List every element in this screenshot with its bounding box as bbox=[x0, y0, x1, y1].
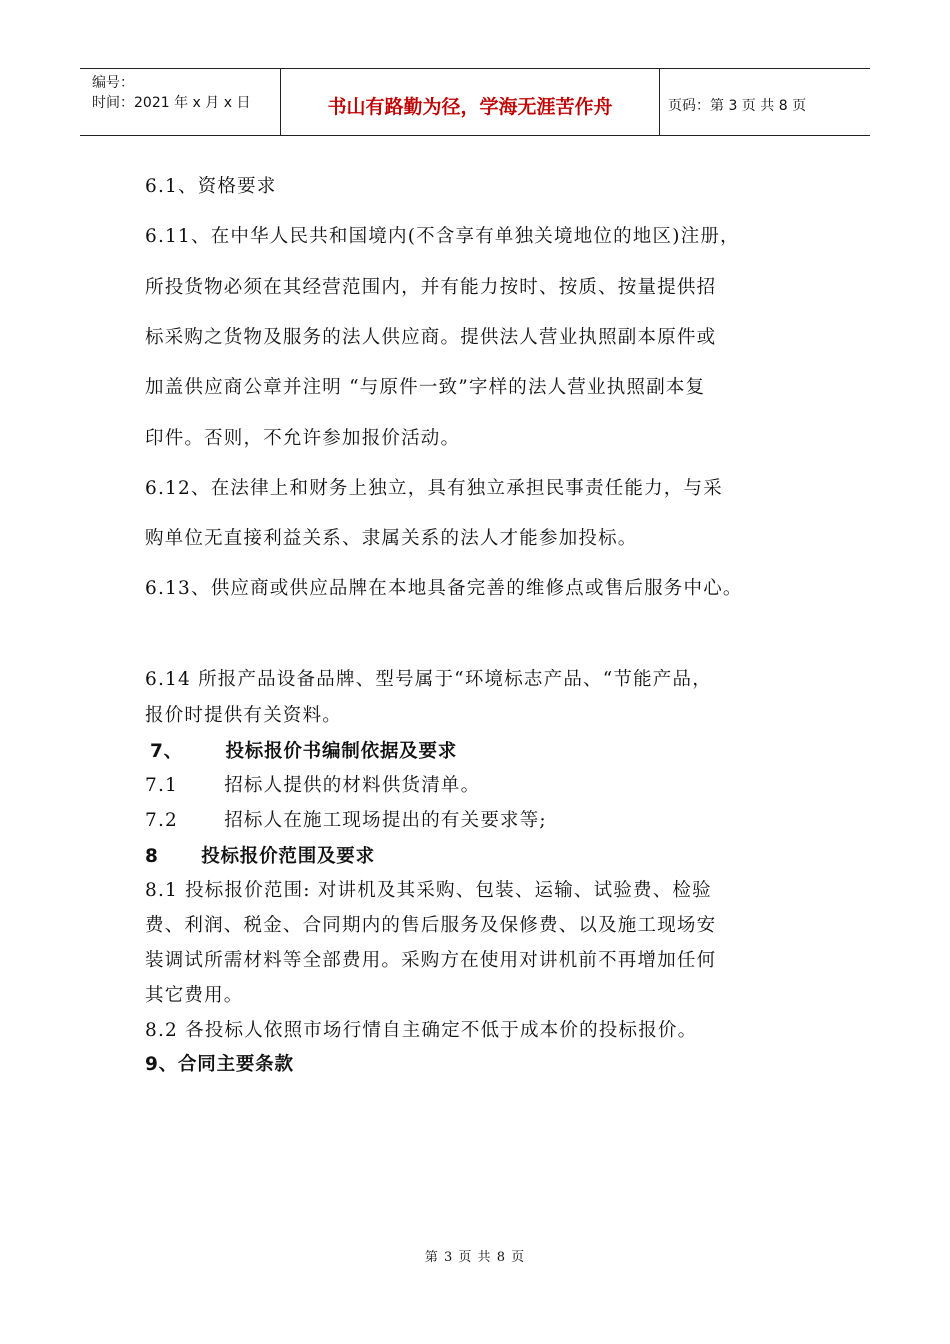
section-heading-7 bbox=[150, 737, 457, 763]
text-line: 报价时提供有关资料。 bbox=[145, 705, 343, 726]
text-line: 所投货物必须在其经营范围内，并有能力按时、按质、按量提供招 bbox=[145, 277, 717, 298]
header-meta-cell bbox=[80, 69, 281, 135]
subsection-text: 招标人在施工现场提出的有关要求等; bbox=[224, 810, 547, 831]
section-number: 8 bbox=[145, 846, 159, 867]
subsection-number: 7.2 bbox=[145, 810, 179, 831]
page-footer: 第 3 页 共 8 页 bbox=[424, 1250, 526, 1265]
text-line: 6.13、供应商或供应品牌在本地具备完善的维修点或售后服务中心。 bbox=[145, 578, 743, 599]
text-line: 装调试所需材料等全部费用。采购方在使用对讲机前不再增加任何 bbox=[145, 950, 717, 971]
text-line: 8.2 各投标人依照市场行情自主确定不低于成本价的投标报价。 bbox=[145, 1020, 698, 1041]
text-line: 购单位无直接利益关系、隶属关系的法人才能参加投标。 bbox=[145, 528, 638, 549]
text-line: 其它费用。 bbox=[145, 985, 244, 1006]
section-number: 7、 bbox=[150, 741, 183, 762]
text-line: 加盖供应商公章并注明 “与原件一致”字样的法人营业执照副本复 bbox=[145, 377, 706, 398]
subsection-7-2 bbox=[145, 806, 547, 832]
subsection-text: 招标人提供的材料供货清单。 bbox=[224, 775, 481, 796]
header-page-info: 页码：第 3 页 共 8 页 bbox=[668, 98, 807, 114]
text-line: 6.14 所报产品设备品牌、型号属于“环境标志产品、“节能产品， bbox=[145, 669, 712, 690]
text-line: 8.1 投标报价范围: 对讲机及其采购、包装、运输、试验费、检验 bbox=[145, 880, 712, 901]
text-line: 6.12、在法律上和财务上独立，具有独立承担民事责任能力，与采 bbox=[145, 478, 723, 499]
section-title: 投标报价范围及要求 bbox=[201, 846, 375, 867]
section-heading-8 bbox=[145, 842, 375, 868]
text-line: 费、利润、税金、合同期内的售后服务及保修费、以及施工现场安 bbox=[145, 915, 717, 936]
text-line: 标采购之货物及服务的法人供应商。提供法人营业执照副本原件或 bbox=[145, 327, 717, 348]
text-line: 6.11、在中华人民共和国境内(不含享有单独关境地位的地区)注册， bbox=[145, 226, 740, 247]
header-motto: 书山有路勤为径，学海无涯苦作舟 bbox=[281, 69, 660, 135]
text-line: 6.1、资格要求 bbox=[145, 176, 277, 197]
date-label: 时间：2021 年 x 月 x 日 bbox=[92, 95, 251, 111]
number-label: 编号： bbox=[92, 75, 134, 91]
section-heading-9: 9、合同主要条款 bbox=[145, 1054, 294, 1075]
subsection-number: 7.1 bbox=[145, 775, 179, 796]
text-line: 印件。否则，不允许参加报价活动。 bbox=[145, 428, 461, 449]
section-title: 投标报价书编制依据及要求 bbox=[225, 741, 458, 762]
subsection-7-1 bbox=[145, 771, 480, 797]
document-header bbox=[80, 68, 870, 136]
